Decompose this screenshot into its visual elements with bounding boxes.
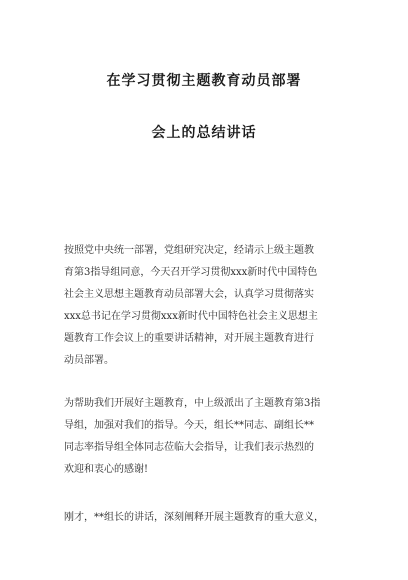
document-title-line-1: 在学习贯彻主题教育动员部署 (106, 73, 302, 89)
paragraph-line: 题教育工作会议上的重要讲话精神，对开展主题教育进行 (64, 333, 314, 344)
paragraph-1 (64, 240, 360, 372)
document-title-line-2: 会上的总结讲话 (151, 125, 257, 141)
paragraph-2 (64, 393, 360, 481)
paragraph-line: 社会主义思想主题教育动员部署大会，认真学习贯彻落实 (64, 289, 314, 300)
paragraph-3 (64, 507, 360, 529)
paragraph-line: 刚才，**组长的讲话，深刻阐释开展主题教育的重大意义， (64, 512, 324, 523)
paragraph-line: 育第3指导组同意，今天召开学习贯彻xxx新时代中国特色 (64, 267, 318, 278)
paragraph-line: xxx总书记在学习贯彻xxx新时代中国特色社会主义思想主 (64, 311, 318, 322)
paragraph-line: 为帮助我们开展好主题教育，中上级派出了主题教育第3指 (64, 398, 321, 409)
paragraph-line: 动员部署。 (64, 355, 114, 366)
paragraph-line: 导组，加强对我们的指导。今天，组长**同志、副组长** (64, 420, 314, 431)
paragraph-line: 按照党中央统一部署，党组研究决定，经请示上级主题教 (64, 245, 314, 256)
paragraph-line: 欢迎和衷心的感谢! (64, 464, 149, 475)
paragraph-line: 同志率指导组全体同志莅临大会指导，让我们表示热烈的 (64, 442, 314, 453)
